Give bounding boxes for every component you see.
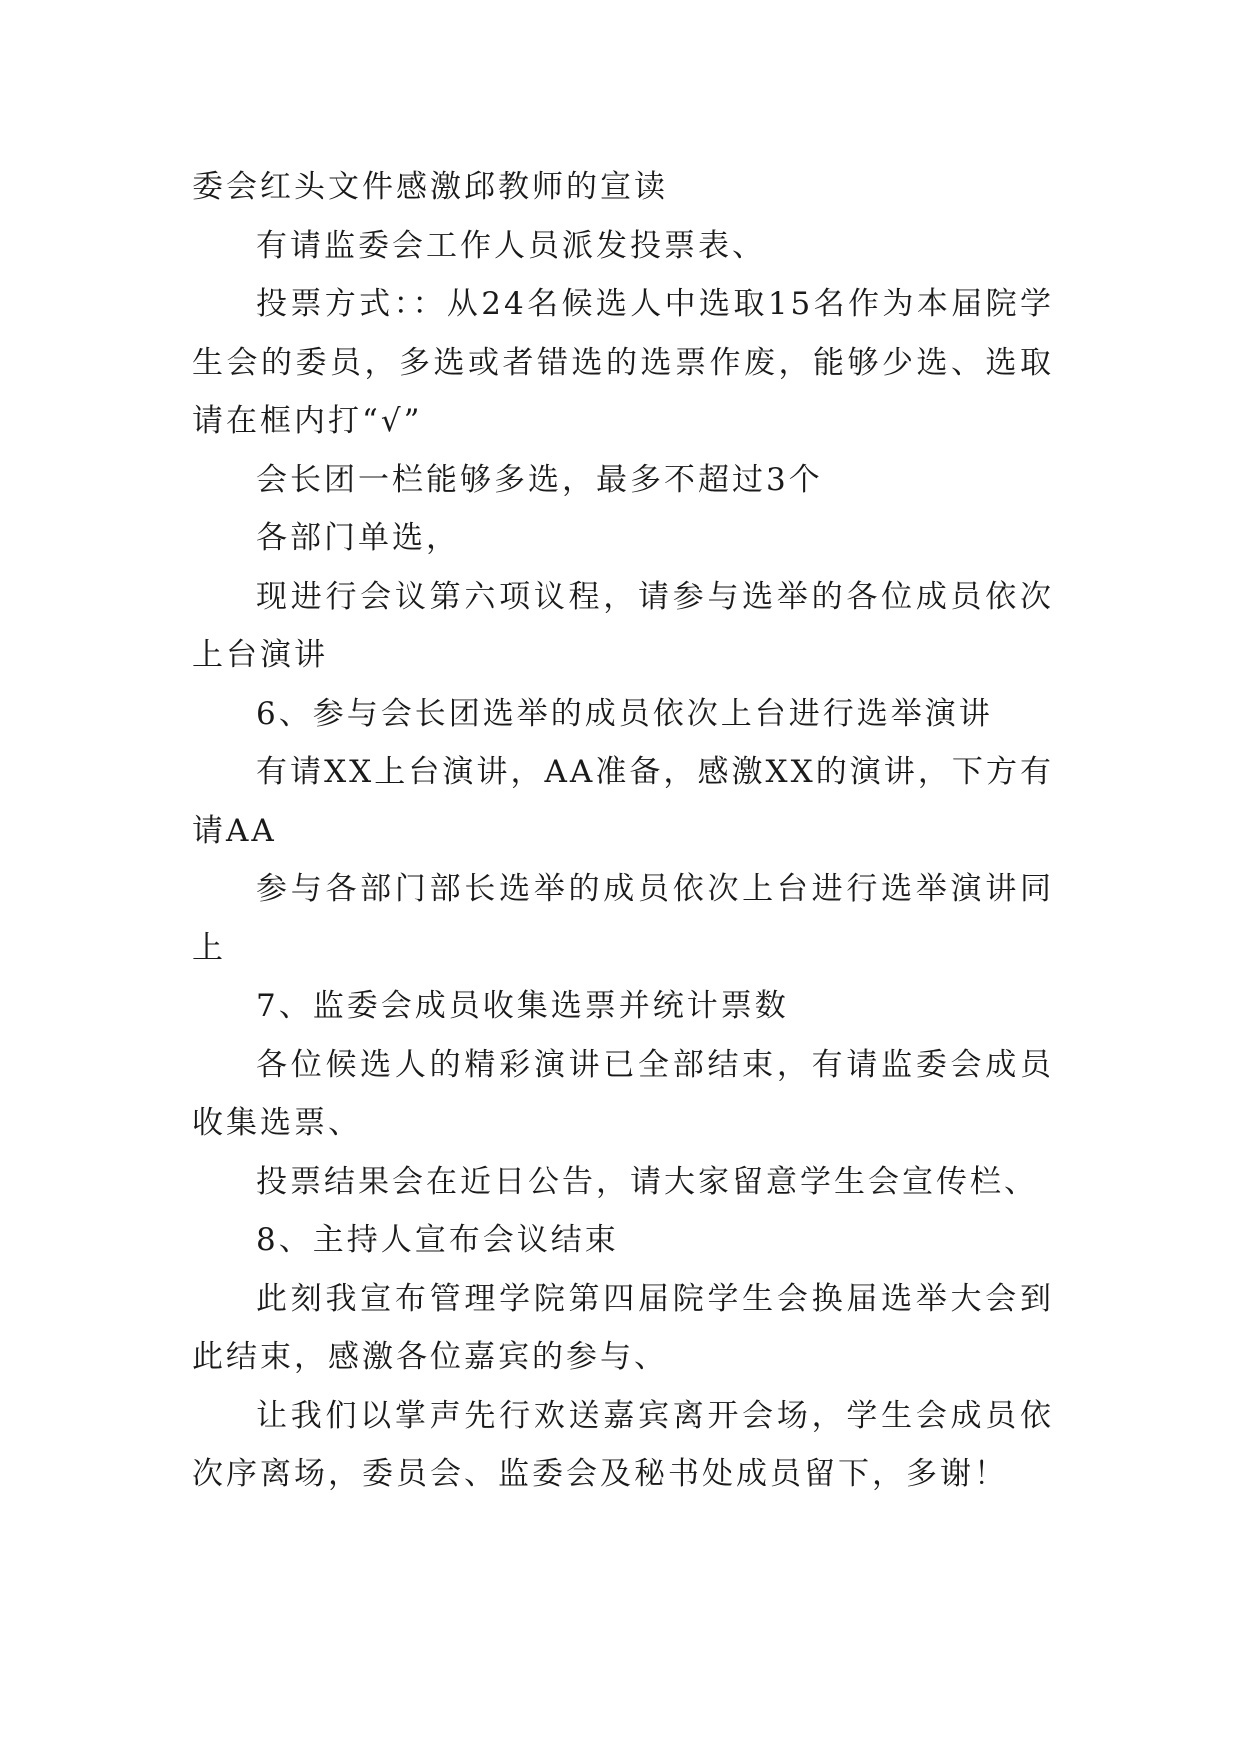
paragraph-5: 各部门单选， [256,520,460,556]
paragraph-4: 会长团一栏能够多选，最多不超过3个 [256,461,823,498]
document-body [192,158,1054,1504]
paragraph-10: 7、监委会成员收集选票并统计票数 [256,988,789,1024]
paragraph-8: 有请XX上台演讲，AA准备，感激XX的演讲，下方有请AA [192,754,1054,849]
paragraph-9: 参与各部门部长选举的成员依次上台进行选举演讲同上 [192,871,1054,966]
paragraph-6: 现进行会议第六项议程，请参与选举的各位成员依次上台演讲 [192,578,1054,673]
paragraph-14: 此刻我宣布管理学院第四届院学生会换届选举大会到此结束，感激各位嘉宾的参与、 [192,1280,1054,1375]
paragraph-12: 投票结果会在近日公告，请大家留意学生会宣传栏、 [256,1163,1038,1200]
paragraph-13: 8、主持人宣布会议结束 [256,1222,619,1258]
paragraph-1: 委会红头文件感激邱教师的宣读 [192,169,668,205]
paragraph-7: 6、参与会长团选举的成员依次上台进行选举演讲 [256,695,993,732]
paragraph-15: 让我们以掌声先行欢送嘉宾离开会场，学生会成员依次序离场，委员会、监委会及秘书处成员留下，多谢！ [192,1397,1054,1492]
paragraph-3: 投票方式：：从24名候选人中选取15名作为本届院学生会的委员，多选或者错选的选票作废，能够少选、选取请在框内打“√” [192,286,1054,439]
paragraph-2: 有请监委会工作人员派发投票表、 [256,227,766,264]
paragraph-11: 各位候选人的精彩演讲已全部结束，有请监委会成员收集选票、 [192,1046,1054,1141]
